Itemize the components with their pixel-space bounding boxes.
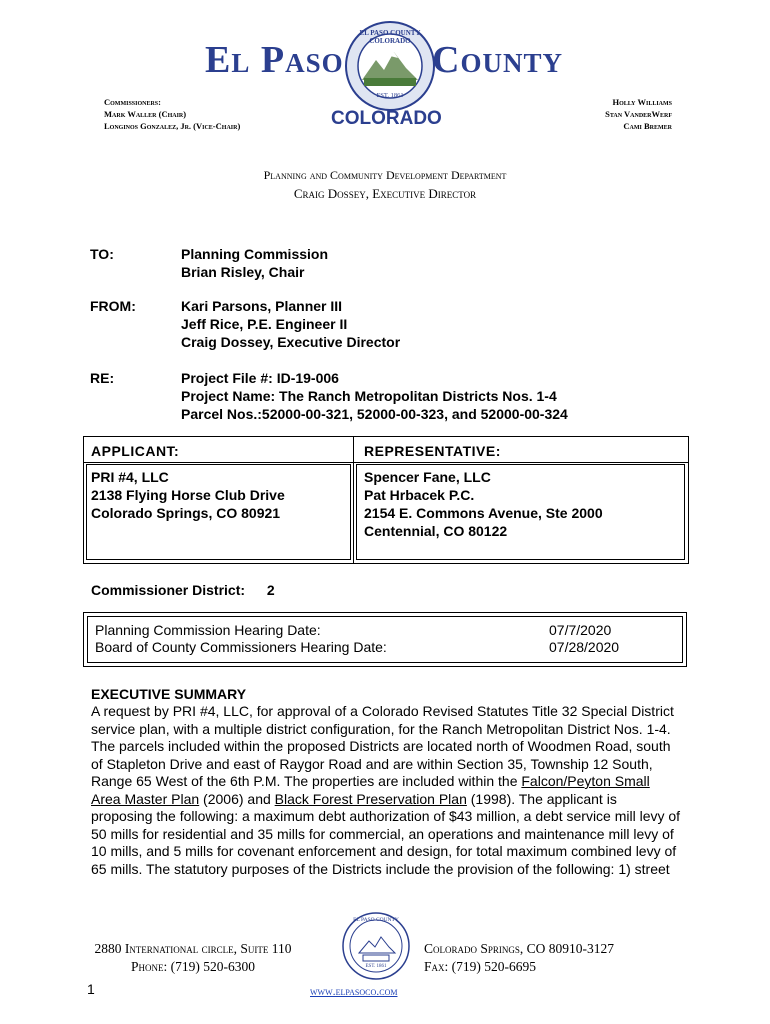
applicant-address (91, 468, 285, 522)
hearing-dates (549, 622, 619, 656)
from-line: Jeff Rice, P.E. Engineer II (181, 316, 348, 332)
commissioner-3: Cami Bremer (623, 121, 672, 131)
from-line: Kari Parsons, Planner III (181, 298, 343, 314)
state-name: COLORADO (331, 108, 442, 129)
footer-city: Colorado Springs, CO 80910-3127 (424, 941, 615, 956)
to-block (181, 245, 328, 281)
executive-summary-title: EXECUTIVE SUMMARY (91, 686, 247, 702)
footer-right (424, 940, 614, 976)
footer-seal-text: EL PASO COUNTY (353, 917, 399, 923)
to-line: Brian Risley, Chair (181, 264, 305, 280)
logo-county: County (432, 39, 563, 81)
commissioners-heading: Commissioners: (104, 97, 161, 107)
representative-line: Centennial, CO 80122 (364, 523, 508, 539)
commissioners-right (605, 96, 672, 132)
representative-heading: REPRESENTATIVE: (364, 443, 501, 459)
from-block (181, 297, 400, 351)
department-name: Planning and Community Development Department (263, 168, 507, 182)
bocc-hearing-date: 07/28/2020 (549, 639, 620, 655)
commissioners-left (104, 96, 240, 132)
footer-fax: Fax: (719) 520-6695 (424, 959, 536, 974)
commissioner-district (91, 581, 275, 599)
representative-line: Pat Hrbacek P.C. (364, 487, 475, 503)
from-line: Craig Dossey, Executive Director (181, 334, 401, 350)
commissioner-chair: Mark Waller (Chair) (104, 109, 187, 119)
pc-hearing-label: Planning Commission Hearing Date: (95, 622, 321, 638)
commissioner-2: Stan VanderWerf (605, 109, 672, 119)
plan-link-black-forest: Black Forest Preservation Plan (274, 790, 467, 807)
footer-phone: Phone: (719) 520-6300 (131, 959, 255, 974)
bocc-hearing-label: Board of County Commissioners Hearing Date: (95, 639, 387, 655)
seal-top-text: EL PASO COUNTY COLORADO (359, 29, 421, 45)
applicant-line: Colorado Springs, CO 80921 (91, 505, 281, 521)
summary-text: A request by PRI #4, LLC, for approval of a Colorado Revised Statutes Title 32 Special District service plan, with a multiple district configuration, for the Ranch Metropolitan District Nos. 1-4. The parcels included within the proposed Districts are located north of Woodmen Road, south of Stapleton Drive and east of Raygor Road and are within Section 35, Township 12 South, Range 65 West of the 6th P.M. The properties are included within the (91, 703, 674, 789)
summary-text: (2006) and (199, 790, 275, 807)
representative-address (364, 468, 603, 540)
from-label: FROM: (90, 298, 136, 314)
footer-seal-year: EST. 1861 (365, 964, 387, 969)
commissioner-vice-chair: Longinos Gonzalez, Jr. (Vice-Chair) (104, 121, 241, 131)
applicant-line: PRI #4, LLC (91, 469, 169, 485)
page-number: 1 (87, 981, 95, 997)
plan-link-falcon-peyton: Falcon/Peyton Small Area Master Plan (91, 773, 650, 807)
re-label: RE: (90, 370, 115, 386)
to-label: TO: (90, 246, 114, 262)
logo-el-paso: El Paso (205, 39, 344, 81)
district-label: Commissioner District: (91, 582, 246, 598)
representative-line: Spencer Fane, LLC (364, 469, 491, 485)
re-line-project: Project Name: The Ranch Metropolitan Districts Nos. 1-4 (181, 388, 557, 404)
re-block (181, 369, 568, 423)
applicant-heading: APPLICANT: (91, 443, 180, 459)
re-line-parcels: Parcel Nos.:52000-00-321, 52000-00-323, and 52000-00-324 (181, 406, 568, 422)
summary-text: (1998). The applicant is proposing the following: a maximum debt authorization of $43 million, a debt service mill levy of 50 mills for residential and 35 mills for commercial, an operations and maintenance mill levy of 10 mills, and 5 mills for covenant enforcement and design, for total maximum combined levy of 65 mills. The statutory purposes of the Districts include the provision of the following: 1) street (91, 790, 681, 877)
table-divider (83, 462, 689, 463)
applicant-line: 2138 Flying Horse Club Drive (91, 487, 285, 503)
representative-line: 2154 E. Commons Avenue, Ste 2000 (364, 505, 603, 521)
commissioner-1: Holly Williams (612, 97, 672, 107)
to-line: Planning Commission (181, 246, 329, 262)
footer-left (62, 940, 324, 976)
director-name: Craig Dossey, Executive Director (293, 186, 477, 201)
executive-summary-body (91, 703, 681, 878)
re-line-file: Project File #: ID-19-006 (181, 370, 339, 386)
pc-hearing-date: 07/7/2020 (549, 622, 612, 638)
website-link[interactable]: www.elpasoco.com (310, 984, 398, 998)
district-value: 2 (266, 582, 275, 598)
hearing-labels (95, 622, 387, 656)
seal-year: EST. 1861 (376, 92, 404, 99)
footer-address: 2880 International circle, Suite 110 (94, 941, 292, 956)
table-divider (353, 436, 354, 563)
